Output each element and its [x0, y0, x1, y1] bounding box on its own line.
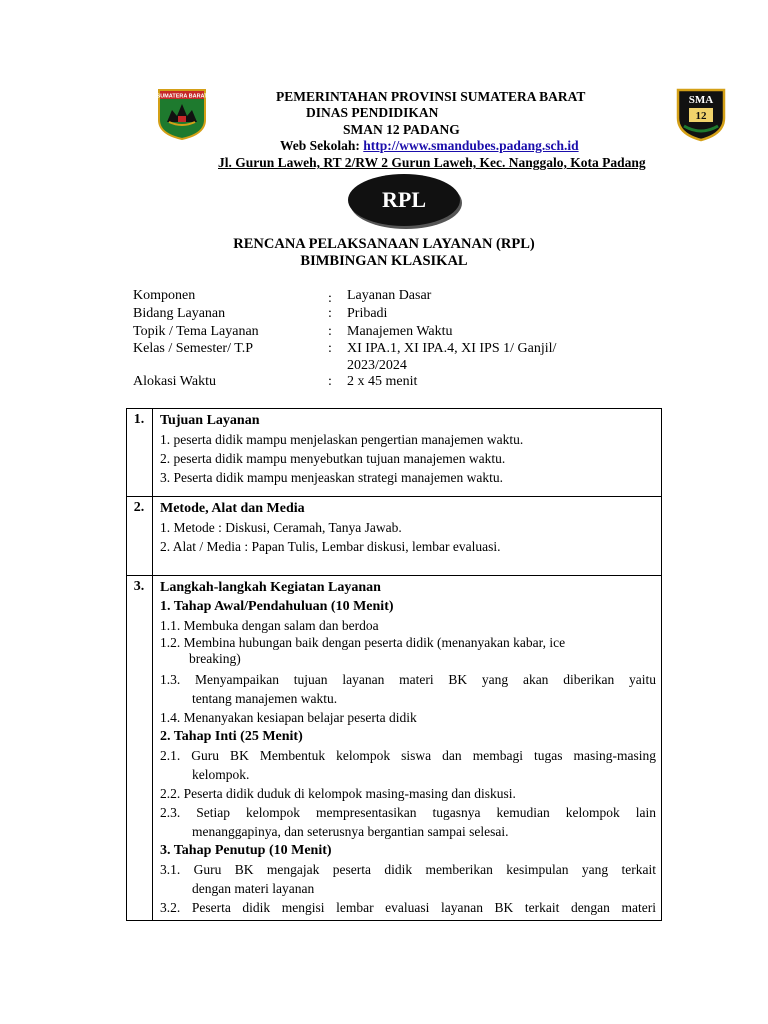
row-number: 2.	[133, 500, 145, 515]
list-item: 1. Metode : Diskusi, Ceramah, Tanya Jawab.	[160, 520, 402, 535]
list-item-cont: breaking)	[189, 651, 241, 666]
info-label-kelas: Kelas / Semester/ T.P	[133, 341, 254, 356]
list-item-cont: tentang manajemen waktu.	[192, 691, 338, 706]
list-item-cont: dengan materi layanan	[192, 881, 315, 896]
info-value-bidang: Pribadi	[347, 306, 388, 321]
row-number: 1.	[133, 412, 145, 427]
row-title: Metode, Alat dan Media	[160, 501, 305, 516]
info-colon: :	[328, 374, 332, 389]
list-item: 1.4. Menanyakan kesiapan belajar peserta didik	[160, 710, 417, 725]
stage-title: 2. Tahap Inti (25 Menit)	[160, 729, 303, 744]
list-item-cont: menanggapinya, dan seterusnya bergantian sampai selesai.	[192, 824, 509, 839]
stage-title: 1. Tahap Awal/Pendahuluan (10 Menit)	[160, 599, 394, 614]
info-label-alokasi: Alokasi Waktu	[133, 374, 216, 389]
table-column-divider	[152, 408, 153, 921]
info-colon: :	[328, 306, 332, 321]
sma12-logo	[676, 88, 726, 142]
info-colon: :	[328, 341, 332, 356]
svg-text:SMA: SMA	[688, 94, 714, 106]
list-item: 1.2. Membina hubungan baik dengan peserta didik (menanyakan kabar, ice	[160, 635, 566, 650]
info-colon: :	[328, 324, 332, 339]
doc-subtitle: BIMBINGAN KLASIKAL	[300, 253, 468, 269]
info-label-komponen: Komponen	[133, 288, 196, 303]
info-value-alokasi: 2 x 45 menit	[347, 374, 418, 389]
list-item: 1. peserta didik mampu menjelaskan pengertian manajemen waktu.	[160, 432, 524, 447]
web-label: Web Sekolah:	[280, 138, 364, 153]
header-address: Jl. Gurun Laweh, RT 2/RW 2 Gurun Laweh, Kec. Nanggalo, Kota Padang	[218, 155, 646, 170]
row-tujuan	[160, 411, 656, 487]
table-row-divider	[126, 496, 662, 497]
row-number: 3.	[133, 579, 145, 594]
stage-title: 3. Tahap Penutup (10 Menit)	[160, 843, 332, 858]
list-item: 3. Peserta didik mampu menjeaskan strategi manajemen waktu.	[160, 470, 504, 485]
info-label-topik: Topik / Tema Layanan	[133, 324, 259, 339]
list-item: 1.3. Menyampaikan tujuan layanan materi BK yang akan diberikan yaitu	[160, 672, 656, 687]
rpl-badge	[348, 174, 460, 226]
rpl-badge-text: RPL	[382, 187, 426, 212]
list-item: 3.1. Guru BK mengajak peserta didik memberikan kesimpulan yang terkait	[160, 862, 656, 877]
row-langkah	[160, 578, 656, 917]
row-title: Tujuan Layanan	[160, 413, 260, 428]
list-item: 2. Alat / Media : Papan Tulis, Lembar diskusi, lembar evaluasi.	[160, 539, 501, 554]
web-link[interactable]: http://www.smandubes.padang.sch.id	[363, 138, 579, 153]
doc-title: RENCANA PELAKSANAAN LAYANAN (RPL)	[233, 236, 535, 252]
info-label-bidang: Bidang Layanan	[133, 306, 226, 321]
header-school: SMAN 12 PADANG	[343, 122, 460, 137]
list-item: 2.2. Peserta didik duduk di kelompok masing-masing dan diskusi.	[160, 786, 516, 801]
list-item: 2.3. Setiap kelompok mempresentasikan tugasnya kemudian kelompok lain	[160, 805, 656, 820]
list-item: 3.2. Peserta didik mengisi lembar evaluasi layanan BK terkait dengan materi	[160, 900, 656, 915]
svg-text:12: 12	[695, 110, 707, 122]
svg-text:SUMATERA BARAT: SUMATERA BARAT	[157, 93, 207, 100]
list-item: 2.1. Guru BK Membentuk kelompok siswa dan membagi tugas masing-masing	[160, 748, 656, 763]
info-colon: :	[328, 291, 332, 306]
sumbar-logo	[157, 88, 207, 140]
table-row-divider	[126, 575, 662, 576]
header-web	[280, 137, 579, 154]
info-value-topik: Manajemen Waktu	[347, 324, 453, 339]
row-title: Langkah-langkah Kegiatan Layanan	[160, 580, 381, 595]
info-value-komponen: Layanan Dasar	[347, 288, 432, 303]
header-province: PEMERINTAHAN PROVINSI SUMATERA BARAT	[276, 89, 586, 104]
list-item: 1.1. Membuka dengan salam dan berdoa	[160, 618, 379, 633]
info-value-kelas: XI IPA.1, XI IPA.4, XI IPS 1/ Ganjil/	[347, 341, 557, 356]
header-department: DINAS PENDIDIKAN	[306, 105, 439, 120]
row-metode	[160, 499, 656, 556]
list-item: 2. peserta didik mampu menyebutkan tujuan manajemen waktu.	[160, 451, 506, 466]
info-value-kelas-year: 2023/2024	[347, 358, 407, 373]
list-item-cont: kelompok.	[192, 767, 250, 782]
